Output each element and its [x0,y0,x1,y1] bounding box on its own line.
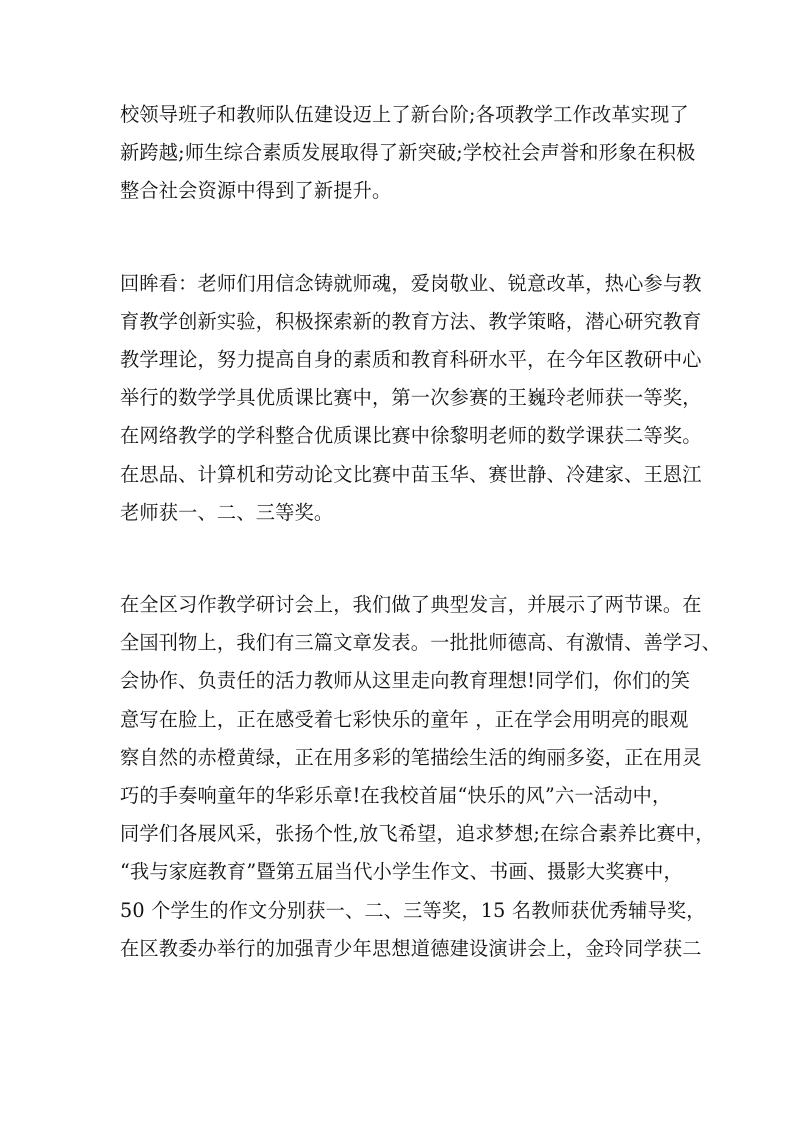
text-line: 回眸看：老师们用信念铸就师魂，爱岗敬业、锐意改革，热心参与教 [120,271,702,295]
paragraph-2 [120,265,702,532]
text-line: 在区教委办举行的加强青少年思想道德建设演讲会上，金玲同学获二 [120,936,702,960]
text-line: 老师获一、二、三等奖。 [120,500,334,524]
text-line: 会协作、负责任的活力教师从这里走向教育理想!同学们，你们的笑 [120,669,691,693]
text-line: 校领导班子和教师队伍建设迈上了新台阶;各项教学工作改革实现了 [120,103,689,126]
text-line: 同学们各展风采，张扬个性,放飞希望，追求梦想;在综合素养比赛中， [120,822,715,846]
paragraph-spacer [120,532,680,586]
paragraph-spacer [120,211,680,265]
text-line: 巧的手奏响童年的华彩乐章!在我校首届“快乐的风”六一活动中， [120,784,672,808]
text-line: 50 个学生的作文分别获一、二、三等奖，15 名教师获优秀辅导奖， [120,898,706,922]
text-line: 全国刊物上，我们有三篇文章发表。一批批师德高、有激情、善学习、 [120,631,722,655]
text-line: 举行的数学学具优质课比赛中，第一次参赛的王巍玲老师获一等奖， [120,386,702,410]
text-line: “我与家庭教育”暨第五届当代小学生作文、书画、摄影大奖赛中， [120,860,683,884]
paragraph-3 [120,586,722,968]
text-line: 新跨越;师生综合素质发展取得了新突破;学校社会声誉和形象在积极 [120,141,696,165]
text-line: 育教学创新实验，积极探索新的教育方法、教学策略，潜心研究教育 [120,309,702,333]
text-line: 在网络教学的学科整合优质课比赛中徐黎明老师的数学课获二等奖。 [120,424,702,448]
document-body [120,96,722,968]
text-line: 察自然的赤橙黄绿，正在用多彩的笔描绘生活的绚丽多姿，正在用灵 [120,745,702,769]
text-line: 意写在脸上，正在感受着七彩快乐的童年 ，正在学会用明亮的眼观 [120,707,689,731]
paragraph-1 [120,96,696,211]
text-line: 教学理论，努力提高自身的素质和教育科研水平，在今年区教研中心 [120,348,702,372]
text-line: 整合社会资源中得到了新提升。 [120,179,392,203]
text-line: 在全区习作教学研讨会上，我们做了典型发言，并展示了两节课。在 [120,593,702,617]
text-line: 在思品、计算机和劳动论文比赛中苗玉华、赛世静、冷建家、王恩江 [120,462,702,486]
